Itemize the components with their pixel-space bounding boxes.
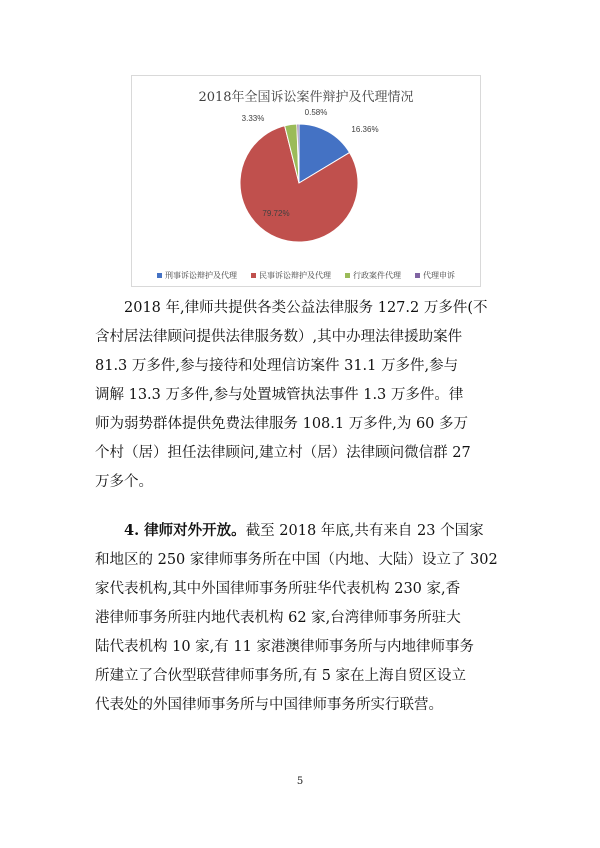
- slice-data-label: 0.58%: [304, 108, 328, 117]
- text-line: 万多个。: [95, 474, 153, 490]
- paragraph-public-welfare-services: [95, 294, 510, 497]
- legend-swatch: [157, 273, 162, 278]
- chart-title: 2018年全国诉讼案件辩护及代理情况: [198, 90, 414, 105]
- text-line: 师为弱势群体提供免费法律服务 108.1 万多件,为 60 多万: [95, 416, 469, 432]
- chart-legend: [132, 270, 480, 281]
- text-line: 调解 13.3 万多件,参与处置城管执法事件 1.3 万多件。律: [95, 387, 464, 403]
- legend-swatch: [345, 273, 350, 278]
- text-line: [95, 516, 510, 546]
- text-line: 含村居法律顾问提供法律服务数）,其中办理法律援助案件: [95, 329, 463, 345]
- legend-label: 代理申诉: [423, 271, 455, 280]
- section-heading: 4. 律师对外开放。: [124, 522, 246, 539]
- legend-item: [157, 270, 237, 281]
- text-line: 港律师事务所驻内地代表机构 62 家,台湾律师事务所驻大: [95, 610, 461, 626]
- text-line: 陆代表机构 10 家,有 11 家港澳律师事务所与内地律师事务: [95, 639, 474, 655]
- pie-chart: [131, 75, 481, 287]
- legend-item: [415, 270, 455, 281]
- text-span: 截至 2018 年底,共有来自 23 个国家: [245, 523, 484, 539]
- text-line: 2018 年,律师共提供各类公益法律服务 127.2 万多件(不: [124, 300, 488, 316]
- legend-item: [345, 270, 401, 281]
- text-line: 所建立了合伙型联营律师事务所,有 5 家在上海自贸区设立: [95, 668, 467, 684]
- page-number: 5: [296, 776, 304, 787]
- legend-swatch: [251, 273, 256, 278]
- paragraph-lawyers-opening-up: [95, 516, 510, 720]
- pie-chart-plot: [132, 76, 480, 286]
- slice-data-label: 79.72%: [262, 209, 290, 218]
- text-line: 家代表机构,其中外国律师事务所驻华代表机构 230 家,香: [95, 581, 461, 597]
- legend-item: [251, 270, 331, 281]
- text-line: 代表处的外国律师事务所与中国律师事务所实行联营。: [95, 697, 443, 713]
- legend-label: 行政案件代理: [353, 271, 401, 280]
- legend-label: 民事诉讼辩护及代理: [259, 271, 331, 280]
- legend-swatch: [415, 273, 420, 278]
- text-line: 个村（居）担任法律顾问,建立村（居）法律顾问微信群 27: [95, 445, 471, 461]
- text-line: 81.3 万多件,参与接待和处理信访案件 31.1 万多件,参与: [95, 358, 459, 374]
- slice-data-label: 3.33%: [241, 114, 265, 123]
- slice-data-label: 16.36%: [351, 125, 379, 134]
- legend-label: 刑事诉讼辩护及代理: [165, 271, 237, 280]
- text-line: 和地区的 250 家律师事务所在中国（内地、大陆）设立了 302: [95, 552, 498, 568]
